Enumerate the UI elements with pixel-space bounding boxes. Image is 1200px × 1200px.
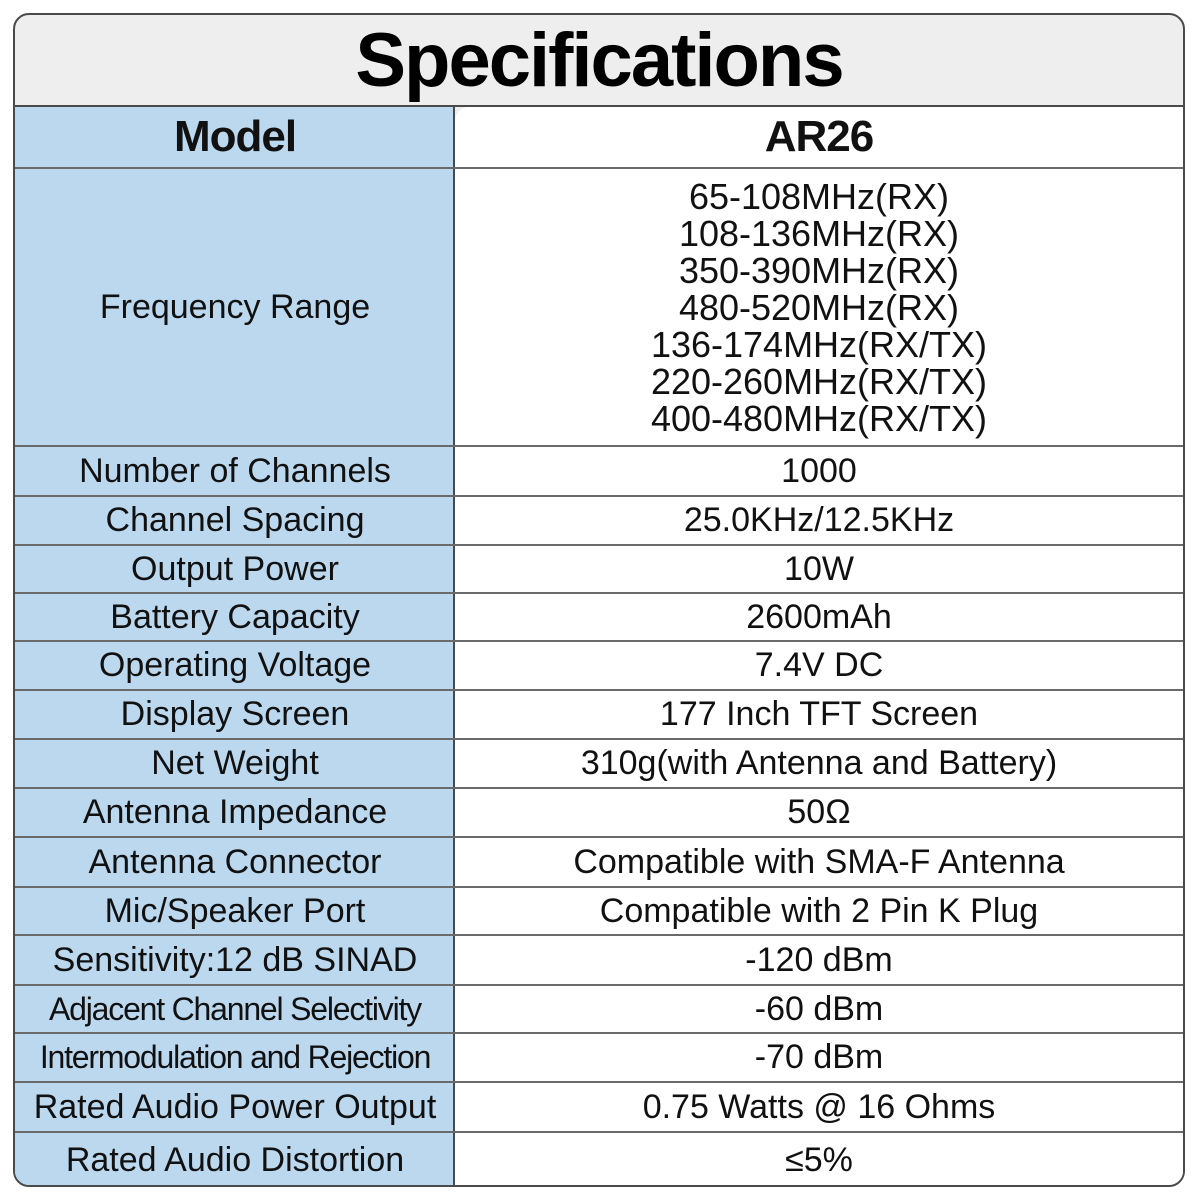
spec-label: Display Screen xyxy=(120,695,350,733)
frequency-line: 136-174MHz(RX/TX) xyxy=(650,323,988,365)
spec-label: Antenna Connector xyxy=(88,842,382,881)
table-row xyxy=(15,838,1183,888)
spec-label: Antenna Impedance xyxy=(82,793,388,831)
table-row xyxy=(15,1083,1183,1133)
frequency-line: 108-136MHz(RX) xyxy=(678,212,960,254)
spec-label: Net Weight xyxy=(151,744,319,782)
spec-value: 2600mAh xyxy=(746,597,892,636)
table-row xyxy=(15,1133,1183,1187)
table-row xyxy=(15,642,1183,691)
frequency-label: Frequency Range xyxy=(99,287,371,326)
spec-value: 177 Inch TFT Screen xyxy=(659,695,979,733)
spec-value: 310g(with Antenna and Battery) xyxy=(580,744,1058,782)
table-row xyxy=(15,986,1183,1034)
spec-value: 7.4V DC xyxy=(754,646,884,684)
frequency-line: 400-480MHz(RX/TX) xyxy=(650,397,988,439)
frequency-line: 220-260MHz(RX/TX) xyxy=(650,360,988,402)
table-row xyxy=(15,546,1183,594)
spec-label: Channel Spacing xyxy=(105,501,365,539)
frequency-values xyxy=(455,169,1183,445)
spec-value: 10W xyxy=(784,549,854,588)
spec-label: Rated Audio Distortion xyxy=(65,1140,405,1179)
spec-value: Compatible with SMA-F Antenna xyxy=(573,842,1065,881)
table-row xyxy=(15,789,1183,838)
spec-label: Rated Audio Power Output xyxy=(33,1087,437,1126)
spec-label: Intermodulation and Rejection xyxy=(39,1039,431,1075)
spec-label: Battery Capacity xyxy=(110,597,360,636)
table-row xyxy=(15,936,1183,986)
spec-value: -70 dBm xyxy=(754,1038,884,1076)
spec-value: 25.0KHz/12.5KHz xyxy=(683,501,955,539)
spec-table xyxy=(15,105,1183,1187)
table-row xyxy=(15,691,1183,740)
header-label: Model xyxy=(173,112,297,161)
spec-label: Adjacent Channel Selectivity xyxy=(49,990,421,1027)
table-header-row xyxy=(15,107,1183,169)
table-row xyxy=(15,447,1183,497)
table-row xyxy=(15,740,1183,789)
spec-label: Output Power xyxy=(131,549,339,588)
spec-value: 50Ω xyxy=(787,793,851,831)
spec-value: Compatible with 2 Pin K Plug xyxy=(599,891,1039,930)
spec-label: Mic/Speaker Port xyxy=(104,891,366,930)
frequency-line: 480-520MHz(RX) xyxy=(678,286,960,328)
page-title: Specifications xyxy=(355,17,843,103)
spec-label: Sensitivity:12 dB SINAD xyxy=(52,940,418,979)
spec-value: 1000 xyxy=(781,451,857,490)
table-row xyxy=(15,1034,1183,1083)
frequency-line: 350-390MHz(RX) xyxy=(678,249,960,291)
spec-label: Operating Voltage xyxy=(98,646,372,684)
table-row xyxy=(15,888,1183,936)
spec-label: Number of Channels xyxy=(79,451,391,490)
table-row xyxy=(15,497,1183,546)
spec-sheet xyxy=(13,13,1185,1187)
spec-value: 0.75 Watts @ 16 Ohms xyxy=(642,1087,996,1126)
spec-value: -60 dBm xyxy=(754,989,884,1028)
table-row xyxy=(15,594,1183,642)
spec-value: ≤5% xyxy=(785,1140,853,1179)
spec-value: -120 dBm xyxy=(745,940,893,979)
table-row-frequency xyxy=(15,169,1183,447)
frequency-line: 65-108MHz(RX) xyxy=(688,175,950,217)
header-value: AR26 xyxy=(764,112,874,161)
